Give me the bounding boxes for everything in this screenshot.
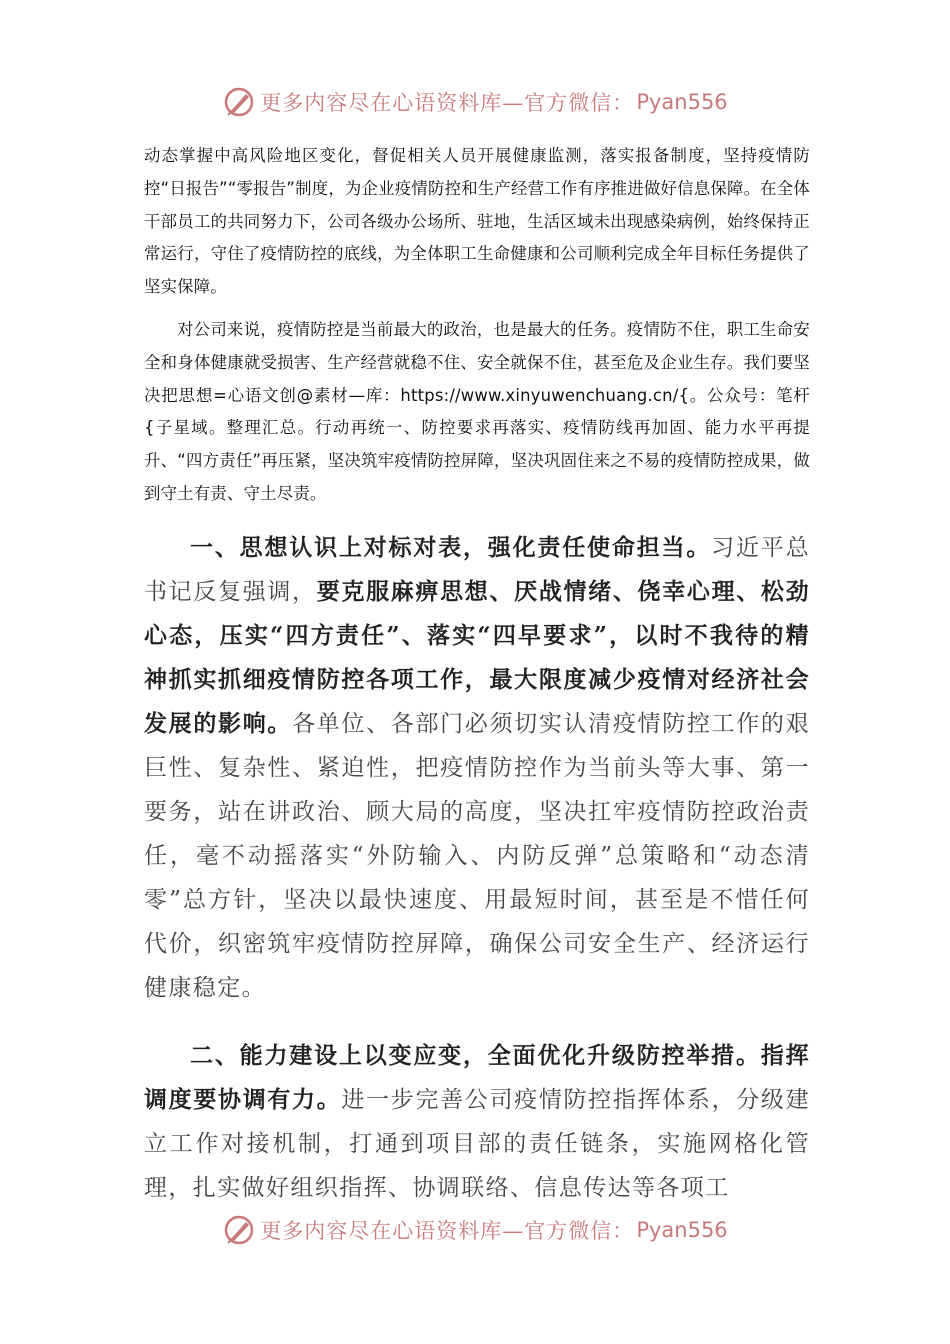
header-watermark-banner — [0, 82, 950, 122]
document-body — [144, 140, 810, 1210]
section-2-heading: 二、能力建设上以变应变，全面优化升级防控举措。 — [190, 1041, 761, 1069]
banner-wechat-id: Pyan556 — [636, 1218, 728, 1242]
section-1-quote: 要克服麻痹思想、厌战情绪、侥幸心理、松劲心态，压实“四方责任”、落实“四早要求”，以时不我待的精神抓实抓细疫情防控各项工作，最大限度减少疫情对经济社会发展的影响。 — [144, 577, 811, 737]
banner-text: 更多内容尽在心语资料库—官方微信： — [260, 91, 635, 115]
footer-watermark-banner — [0, 1210, 950, 1250]
pen-logo-icon — [222, 85, 256, 119]
section-1-lead: 习近平总书记反复强调， — [144, 534, 810, 605]
section-2-subheading: 指挥调度要协调有力。 — [144, 1041, 810, 1113]
banner-wechat-id: Pyan556 — [636, 90, 728, 114]
section-2-paragraph — [144, 1034, 810, 1210]
section-2-body: 进一步完善公司疫情防控指挥体系，分级建立工作对接机制，打通到项目部的责任链条，实施网格化管理，扎实做好组织指挥、协调联络、信息传达等各项工 — [144, 1086, 810, 1201]
section-1-body: 各单位、各部门必须切实认清疫情防控工作的艰巨性、复杂性、紧迫性，把疫情防控作为当前头等大事、第一要务，站在讲政治、顾大局的高度，坚决扛牢疫情防控政治责任，毫不动摇落实“外防输入、内防反弹”总策略和“动态清零”总方针，坚决以最快速度、用最短时间，甚至是不惜任何代价，织密筑牢疫情防控屏障，确保公司安全生产、经济运行健康稳定。 — [144, 710, 810, 1001]
continued-paragraph: 动态掌握中高风险地区变化，督促相关人员开展健康监测，落实报备制度，坚持疫情防控“日报告”“零报告”制度，为企业疫情防控和生产经营工作有序推进做好信息保障。在全体干部员工的共同努力下，公司各级办公场所、驻地，生活区域未出现感染病例，始终保持正常运行，守住了疫情防控的底线，为全体职工生命健康和公司顺利完成全年目标任务提供了坚实保障。 — [144, 146, 810, 297]
section-1-heading: 一、思想认识上对标对表，强化责任使命担当。 — [190, 533, 712, 561]
pen-logo-icon — [222, 1213, 256, 1247]
intro-paragraph: 对公司来说，疫情防控是当前最大的政治，也是最大的任务。疫情防不住，职工生命安全和身体健康就受损害、生产经营就稳不住、安全就保不住，甚至危及企业生存。我们要坚决把思想=心语文创@素材—库：https://www.xinyuwenchuang.cn/{。公众号：笔杆{子星域。整理汇总。行动再统一、防控要求再落实、疫情防线再加固、能力水平再提升、“四方责任”再压紧，坚决筑牢疫情防控屏障，坚决巩固住来之不易的疫情防控成果，做到守土有责、守土尽责。 — [144, 319, 810, 503]
banner-text: 更多内容尽在心语资料库—官方微信： — [260, 1219, 635, 1243]
section-1-paragraph — [144, 526, 810, 1010]
